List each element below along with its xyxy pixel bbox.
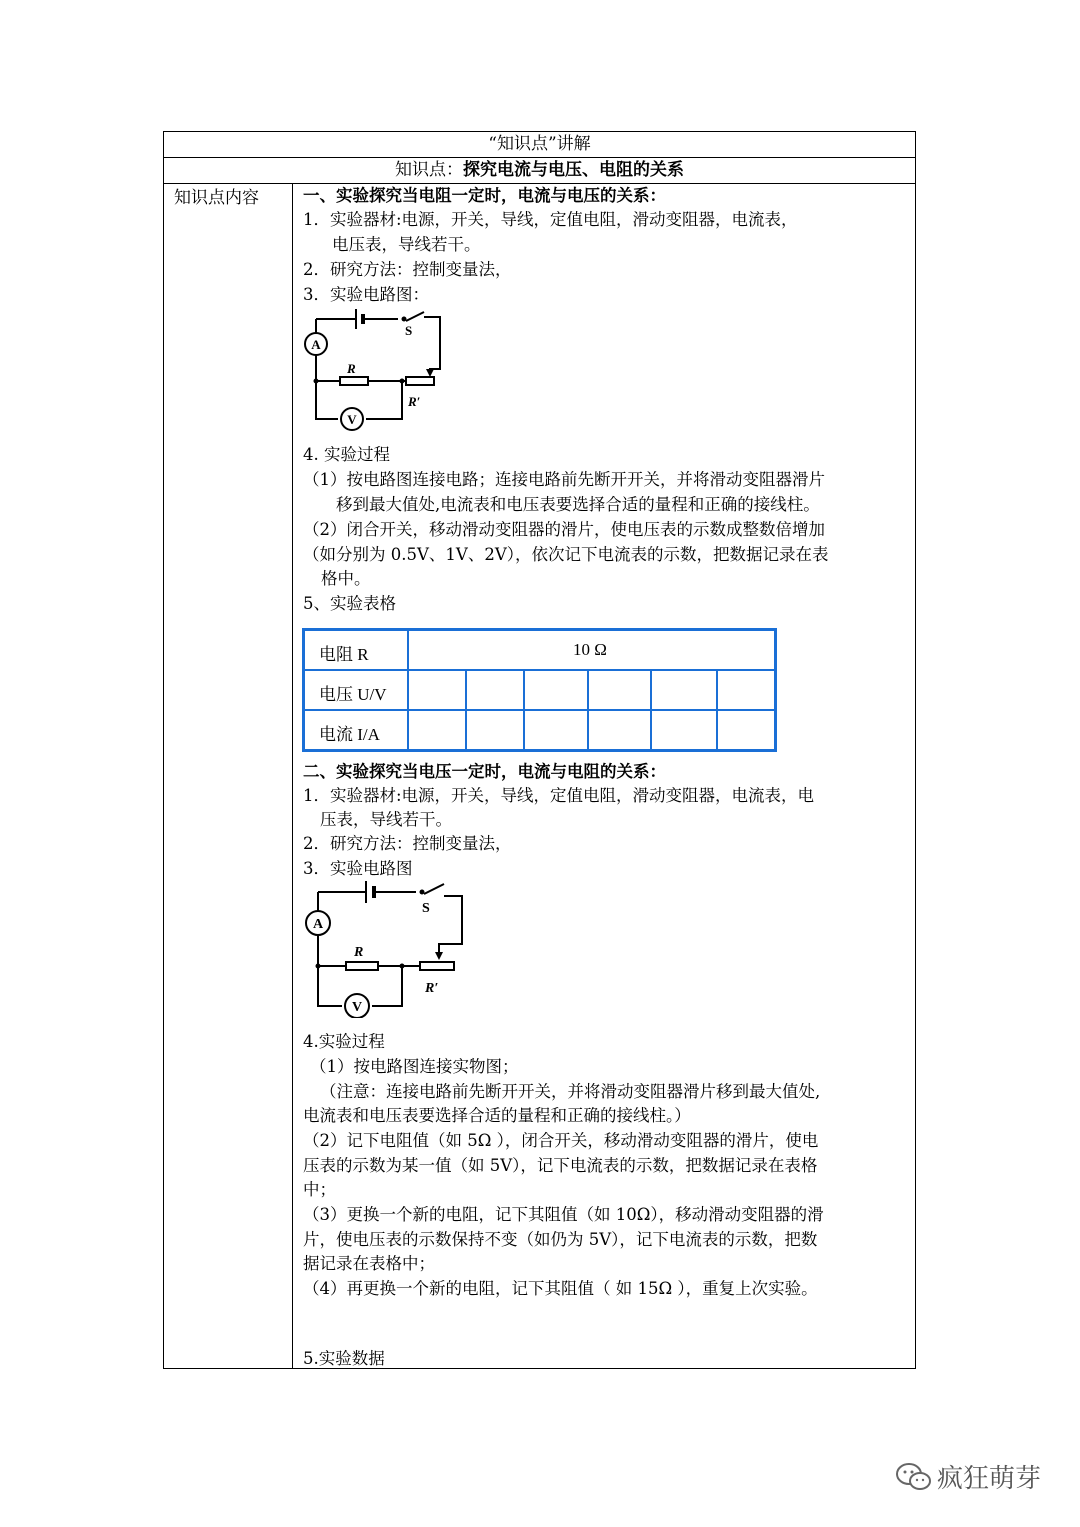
part2-item4: 4.实验过程 bbox=[303, 1032, 385, 1051]
part2-item2: 2．研究方法：控制变量法， bbox=[303, 834, 512, 853]
subtitle-topic: 探究电流与电压、电阻的关系 bbox=[463, 160, 684, 180]
table-vline bbox=[407, 631, 409, 749]
table-vline bbox=[650, 669, 652, 749]
table-subtitle bbox=[164, 157, 915, 184]
table-title: “知识点”讲解 bbox=[164, 132, 915, 158]
ammeter-label: A bbox=[311, 337, 321, 352]
part2-item5: 5.实验数据 bbox=[303, 1349, 385, 1368]
part1-item4: 4. 实验过程 bbox=[303, 445, 390, 464]
part1-item1-line1: 1．实验器材:电源，开关，导线，定值电阻，滑动变阻器，电流表， bbox=[303, 210, 798, 229]
voltage-label: 电压 U/V bbox=[319, 685, 387, 704]
part1-step1-line2: 移到最大值处,电流表和电压表要选择合适的量程和正确的接线柱。 bbox=[336, 495, 820, 514]
part2-item1-line2: 压表，导线若干。 bbox=[320, 810, 452, 829]
part1-item1-line2: 电压表，导线若干。 bbox=[332, 235, 481, 254]
part1-step2-line1: （2）闭合开关，移动滑动变阻器的滑片，使电压表的示数成整数倍增加 bbox=[303, 520, 825, 539]
resistor-label-2: R bbox=[354, 945, 364, 960]
part2-step3-line1: （3）更换一个新的电阻，记下其阻值（如 10Ω），移动滑动变阻器的滑 bbox=[303, 1205, 824, 1224]
part1-item3: 3．实验电路图： bbox=[303, 285, 429, 304]
table-hline bbox=[305, 669, 774, 671]
part2-item3: 3．实验电路图 bbox=[303, 859, 413, 878]
voltmeter-label: V bbox=[347, 412, 357, 427]
part1-step2-line3: 格中。 bbox=[321, 569, 371, 588]
part1-item5: 5、实验表格 bbox=[303, 594, 396, 613]
table-vline bbox=[523, 669, 525, 749]
rheostat-label-2: R′ bbox=[425, 981, 439, 996]
part2-step2-line1: （2）记下电阻值（如 5Ω ），闭合开关，移动滑动变阻器的滑片，使电 bbox=[303, 1131, 819, 1150]
part2-step2-line3: 中； bbox=[303, 1180, 336, 1199]
table-hline bbox=[305, 709, 774, 711]
circuit-diagram-1 bbox=[300, 305, 450, 437]
watermark bbox=[895, 1458, 1041, 1495]
table-vline bbox=[716, 669, 718, 749]
part2-step3-line2: 片，使电压表的示数保持不变（如仍为 5V），记下电流表的示数，把数 bbox=[303, 1230, 818, 1249]
rheostat-label: R′ bbox=[408, 394, 421, 409]
column-divider bbox=[292, 183, 293, 1368]
side-label: 知识点内容 bbox=[174, 188, 259, 208]
resistance-label: 电阻 R bbox=[319, 645, 369, 664]
subtitle-prefix: 知识点： bbox=[395, 160, 463, 180]
table-vline bbox=[465, 669, 467, 749]
part2-heading: 二、实验探究当电压一定时，电流与电阻的关系： bbox=[303, 762, 666, 781]
wechat-icon bbox=[895, 1462, 933, 1492]
part1-step2-line2: （如分别为 0.5V、1V、2V），依次记下电流表的示数，把数据记录在表 bbox=[303, 545, 829, 564]
resistor-label: R bbox=[347, 361, 356, 376]
part1-item2: 2．研究方法：控制变量法， bbox=[303, 260, 512, 279]
part2-step1: （1）按电路图连接实物图； bbox=[310, 1057, 519, 1076]
table-vline bbox=[587, 669, 589, 749]
resistance-value: 10 Ω bbox=[573, 640, 607, 659]
part2-step3-line3: 据记录在表格中； bbox=[303, 1254, 435, 1273]
part1-heading: 一、实验探究当电阻一定时，电流与电压的关系： bbox=[303, 186, 666, 205]
switch-label: S bbox=[405, 323, 413, 338]
circuit-diagram-2 bbox=[300, 878, 470, 1018]
part2-note-line2: 电流表和电压表要选择合适的量程和正确的接线柱。） bbox=[303, 1106, 691, 1125]
part2-step2-line2: 压表的示数为某一值（如 5V），记下电流表的示数，把数据记录在表格 bbox=[303, 1156, 818, 1175]
part2-item1-line1: 1．实验器材:电源，开关，导线，定值电阻，滑动变阻器，电流表，电 bbox=[303, 786, 815, 805]
ammeter-label-2: A bbox=[312, 917, 324, 932]
part1-step1-line1: （1）按电路图连接电路；连接电路前先断开开关，并将滑动变阻器滑片 bbox=[303, 470, 825, 489]
part2-step4: （4）再更换一个新的电阻，记下其阻值（ 如 15Ω ），重复上次实验。 bbox=[303, 1279, 818, 1298]
switch-label-2: S bbox=[422, 901, 430, 916]
current-label: 电流 I/A bbox=[319, 725, 380, 744]
voltmeter-label-2: V bbox=[351, 1000, 363, 1015]
part2-note-line1: （注意：连接电路前先断开开关，并将滑动变阻器滑片移到最大值处, bbox=[320, 1082, 821, 1101]
experiment-table bbox=[302, 628, 777, 752]
watermark-text: 疯狂萌芽 bbox=[937, 1464, 1042, 1494]
